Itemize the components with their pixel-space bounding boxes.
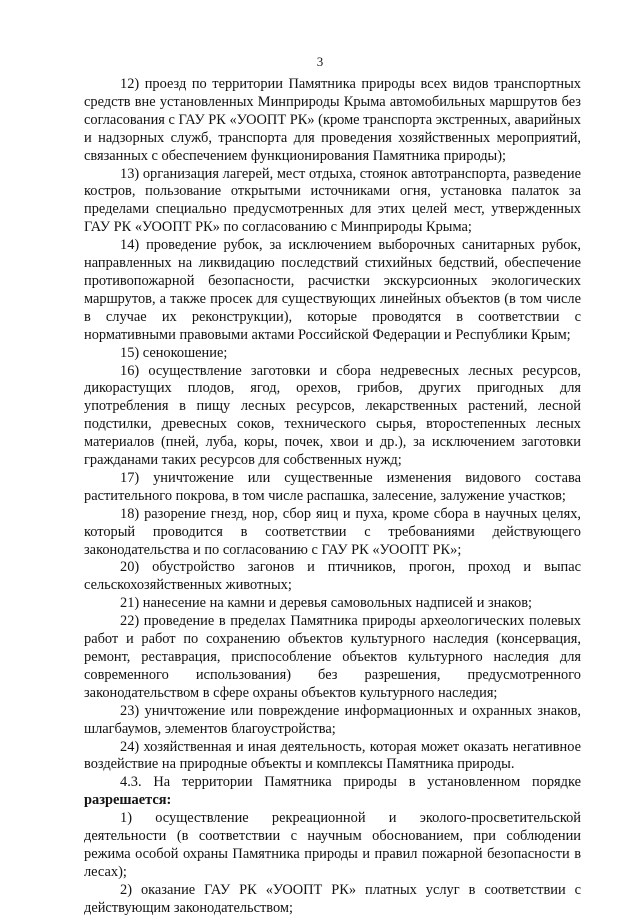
prohibition-item-17: 17) уничтожение или существенные изменения видового состава растительного покрова, в том числе распашка, залесение, залужение участков; xyxy=(84,469,581,504)
allowed-item-1: 1) осуществление рекреационной и эколого-просветительской деятельности (в соответствии с научным обоснованием, при соблюдении режима особой охраны Памятника природы и правил пожарной безопасности в лесах); xyxy=(84,810,581,880)
prohibition-item-18: 18) разорение гнезд, нор, сбор яиц и пуха, кроме сбора в научных целях, который проводится в соответствии с требованиями действующего законодательства и по согласованию с ГАУ РК «УООПТ РК»; xyxy=(84,505,581,558)
section-heading-bold: разрешается: xyxy=(84,792,172,809)
prohibition-item-22: 22) проведение в пределах Памятника природы археологических полевых работ и работ по сохранению объектов культурного наследия (консервация, ремонт, реставрация, приспособление объектов культурного наследия для современного использования) без разрешения, предусмотренного законодательством в сфере охраны объектов культурного наследия; xyxy=(84,613,581,701)
document-body xyxy=(84,76,581,918)
section-heading xyxy=(84,774,581,810)
prohibition-item-21: 21) нанесение на камни и деревья самовольных надписей и знаков; xyxy=(120,595,533,612)
prohibition-item-12: 12) проезд по территории Памятника природы всех видов транспортных средств вне установленных Минприроды Крыма автомобильных маршрутов без согласования с ГАУ РК «УООПТ РК» (кроме транспорта экстренных, аварийных и надзорных служб, транспорта для проведения хозяйственных мероприятий, связанных с обеспечением функционирования Памятника природы); xyxy=(84,76,581,164)
prohibition-item-15: 15) сенокошение; xyxy=(120,344,228,361)
prohibition-item-20: 20) обустройство загонов и птичников, прогон, проход и выпас сельскохозяйственных животных; xyxy=(84,559,581,594)
page-number: 3 xyxy=(316,54,324,69)
allowed-item-2: 2) оказание ГАУ РК «УООПТ РК» платных услуг в соответствии с действующим законодательством; xyxy=(84,881,581,916)
prohibition-item-24: 24) хозяйственная и иная деятельность, которая может оказать негативное воздействие на природные объекты и комплексы Памятника природы. xyxy=(84,738,581,773)
prohibition-item-23: 23) уничтожение или повреждение информационных и охранных знаков, шлагбаумов, элементов благоустройства; xyxy=(84,702,581,737)
prohibition-item-16: 16) осуществление заготовки и сбора недревесных лесных ресурсов, дикорастущих плодов, ягод, орехов, грибов, других пригодных для употребления в пищу лесных ресурсов, лекарственных растений, лесной подстилки, древесных соков, технического сырья, второстепенных лесных материалов (пней, луба, коры, почек, хвои и др.), за исключением заготовки гражданами таких ресурсов для собственных нужд; xyxy=(84,362,581,469)
section-heading-text: 4.3. На территории Памятника природы в установленном порядке xyxy=(120,774,581,791)
prohibition-item-14: 14) проведение рубок, за исключением выборочных санитарных рубок, направленных на ликвидацию последствий стихийных бедствий, обеспечение противопожарной безопасности, расчистки экскурсионных экологических маршрутов, а также просек для существующих линейных объектов (в том числе в случае их реконструкции), которые проводятся в соответствии с нормативными правовыми актами Российской Федерации и Республики Крым; xyxy=(84,237,581,343)
prohibition-item-13: 13) организация лагерей, мест отдыха, стоянок автотранспорта, разведение костров, пользование открытыми источниками огня, установка палаток за пределами специально предусмотренных для этих целей мест, утвержденных ГАУ РК «УООПТ РК» по согласованию с Минприроды Крыма; xyxy=(84,165,581,236)
